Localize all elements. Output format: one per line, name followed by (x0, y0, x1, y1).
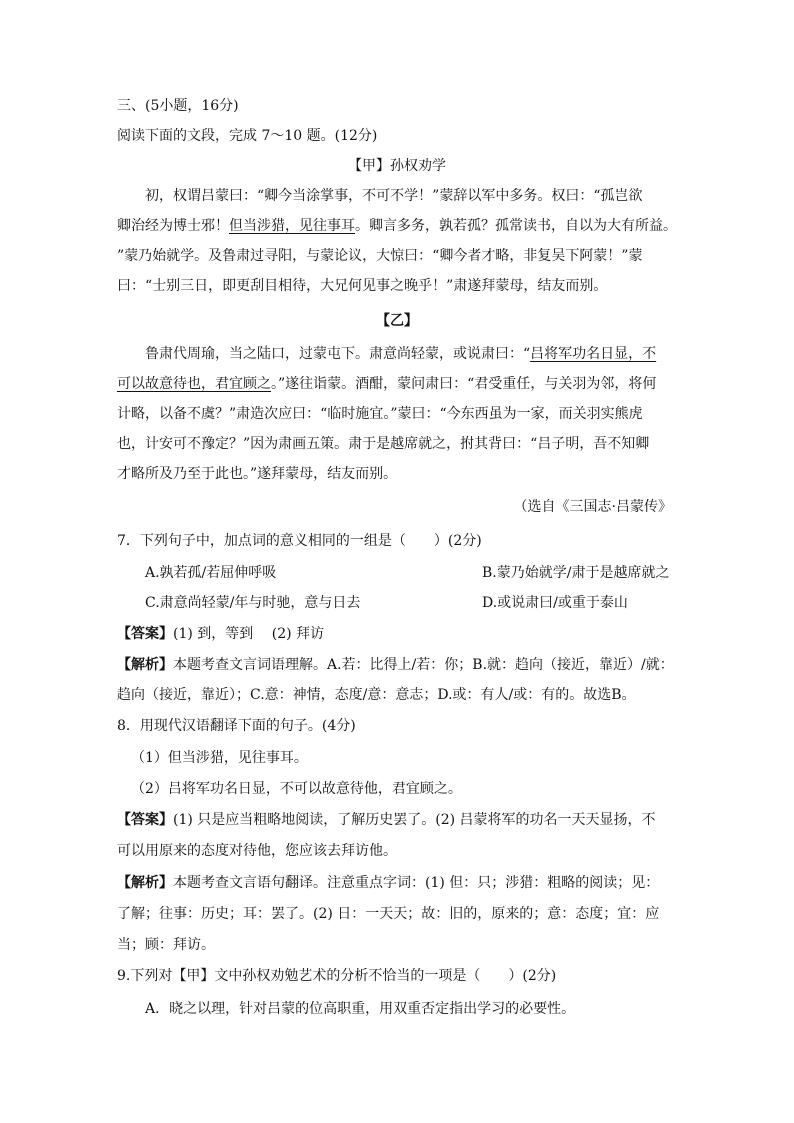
analysis-tag: 【解析】 (117, 657, 173, 673)
q7-option-a: A.孰若孤/若屈伸呼吸 (145, 565, 277, 581)
q8-sentence-1: （1）但当涉猎，见往事耳。 (131, 750, 308, 766)
q8-stem: 8．用现代汉语翻译下面的句子。(4分) (117, 718, 356, 734)
passage-jia-title: 【甲】孙权劝学 (348, 158, 446, 174)
q7-analysis-cont: 趋向（接近，靠近）；C.意：神情，态度/意：意志；D.或：有人/或：有的。故选B。 (117, 687, 636, 703)
passage-jia-line: 曰：“士别三日，即更刮目相待，大兄何见事之晚乎！”肃遂拜蒙母，结友而别。 (117, 278, 608, 294)
passage-yi-line: 才略所及乃至于此也。”遂拜蒙母，结友而别。 (117, 466, 398, 482)
text-run: 。”遂往诣蒙。酒酣，蒙问肃曰：“君受重任，与关羽为邻，将何 (271, 376, 657, 392)
q8-answer (117, 810, 656, 830)
underlined-sentence: 但当涉猎，见往事耳 (229, 218, 355, 234)
underlined-sentence: 可以故意待也，君宜顾之 (117, 376, 271, 392)
q8-analysis (117, 873, 659, 893)
passage-jia-line: ”蒙乃始就学。及鲁肃过寻阳，与蒙论议，大惊曰：“卿今者才略，非复吴下阿蒙！”蒙 (117, 248, 643, 264)
q9-option-a: A．晓之以理，针对吕蒙的位高职重，用双重否定指出学习的必要性。 (145, 1001, 576, 1017)
text-run: 卿治经为博士邪！ (117, 218, 229, 234)
analysis-tag: 【解析】 (117, 875, 173, 891)
q8-analysis-cont: 了解；往事：历史；耳：罢了。(2) 日：一天天；故：旧的，原来的；意：态度；宜：应 (117, 906, 660, 922)
passage-yi-line (145, 344, 656, 364)
passage-yi-line: 也，计安可不豫定？”因为肃画五策。肃于是越席就之，拊其背曰：“吕子明，吾不知卿 (117, 436, 650, 452)
text-run: 鲁肃代周瑜，当之陆口，过蒙屯下。肃意尚轻蒙，或说肃曰：“ (145, 346, 531, 362)
analysis-text: 本题考查文言语句翻译。注意重点字词：(1) 但：只；涉猎：粗略的阅读；见： (173, 875, 660, 891)
answer-text: (1) 到，等到 (2) 拜访 (173, 626, 325, 642)
q7-option-d: D.或说肃曰/或重于泰山 (482, 595, 628, 611)
q7-option-b: B.蒙乃始就学/肃于是越席就之 (482, 565, 670, 581)
passage-yi-line (117, 374, 656, 394)
instruction: 阅读下面的文段，完成 7～10 题。(12分) (117, 128, 378, 144)
q8-answer-cont: 可以用原来的态度对待他，您应该去拜访他。 (117, 843, 397, 859)
answer-tag: 【答案】 (117, 812, 173, 828)
q7-stem: 7．下列句子中，加点词的意义相同的一组是（ ）(2分) (117, 533, 482, 549)
q7-analysis (117, 655, 674, 675)
answer-tag: 【答案】 (117, 626, 173, 642)
answer-text: (1) 只是应当粗略地阅读，了解历史罢了。(2) 吕蒙将军的功名一天天显扬，不 (173, 812, 656, 828)
analysis-text: 本题考查文言词语理解。A.若：比得上/若：你；B.就：趋向（接近，靠近）/就： (173, 657, 674, 673)
q7-answer (117, 624, 324, 644)
section-header: 三、(5小题，16分) (117, 98, 239, 114)
q8-sentence-2: （2）吕将军功名日显，不可以故意待他，君宜顾之。 (131, 781, 462, 797)
passage-yi-title: 【乙】 (376, 313, 418, 329)
passage-jia-line (117, 216, 677, 236)
q7-option-c: C.肃意尚轻蒙/年与时驰，意与日去 (145, 595, 361, 611)
q9-stem: 9.下列对【甲】文中孙权劝勉艺术的分析不恰当的一项是（ ）(2分) (117, 968, 557, 984)
passage-source: （选自《三国志·吕蒙传》 (513, 499, 672, 515)
q8-analysis-cont: 当；顾：拜访。 (117, 937, 215, 953)
underlined-sentence: 吕将军功名日显，不 (530, 346, 657, 362)
text-run: 。卿言多务，孰若孤？孤常读书，自以为大有所益。 (355, 218, 677, 234)
passage-jia-line: 初，权谓吕蒙曰：“卿今当涂掌事，不可不学！”蒙辞以军中多务。权曰：“孤岂欲 (145, 188, 643, 204)
passage-yi-line: 计略，以备不虞？”肃造次应曰：“临时施宜。”蒙曰：“今东西虽为一家，而关羽实熊虎 (117, 406, 643, 422)
